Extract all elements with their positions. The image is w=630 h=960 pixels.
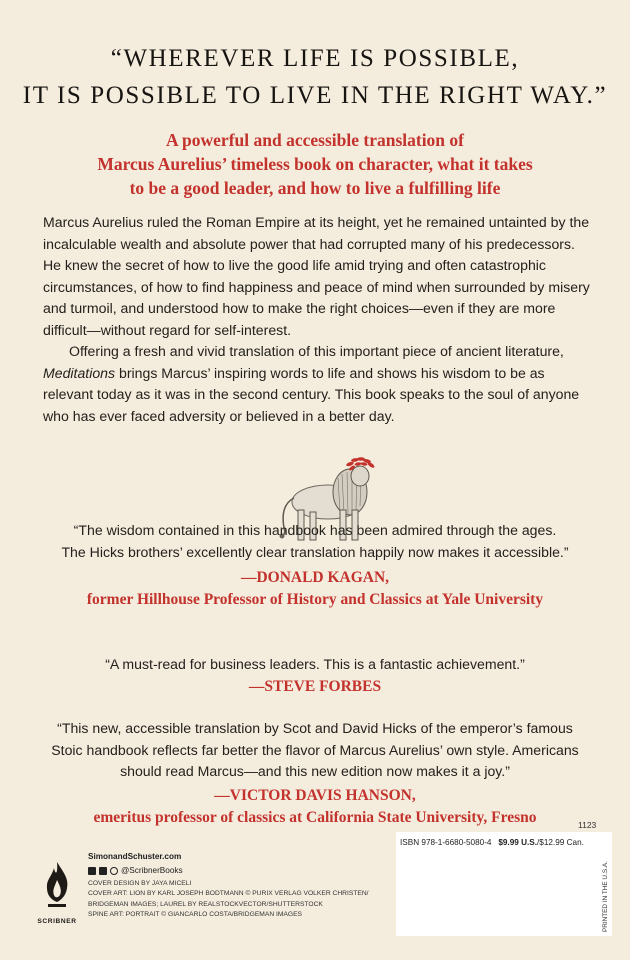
instagram-icon[interactable]	[110, 867, 118, 875]
price-can: /$12.99 Can.	[537, 838, 584, 847]
quote-line: The Hicks brothers’ excellently clear translation happily now makes it accessible.”	[61, 543, 569, 560]
tagline-line-3: to be a good leader, and how to live a fulfilling life	[129, 178, 501, 198]
paragraph-2-rest: brings Marcus’ inspiring words to life and shows his wisdom to be as relevant today as it was in the second century. This book speaks to the soul of anyone who has ever faced adversity or believed in a better day.	[43, 364, 580, 424]
quote-attribution: —VICTOR DAVIS HANSON,	[214, 786, 416, 804]
isbn-price-line	[400, 838, 612, 847]
paragraph-2-lead: Offering a fresh and vivid translation of this important piece of ancient literature,	[69, 343, 564, 359]
tagline-line-2: Marcus Aurelius’ timeless book on character, what it takes	[97, 154, 533, 174]
credit-line: BRIDGEMAN IMAGES; LAUREL BY REALSTOCKVECTOR/SHUTTERSTOCK	[88, 900, 323, 908]
twitter-icon[interactable]	[99, 867, 107, 875]
publisher-label: SCRIBNER	[37, 918, 77, 925]
headline-line-1: “WHEREVER LIFE IS POSSIBLE,	[110, 45, 520, 72]
quote-attribution-role: emeritus professor of classics at California State University, Fresno	[93, 808, 537, 826]
printed-text: PRINTED IN THE U.S.A.	[602, 861, 609, 932]
quote-line: Stoic handbook reflects far better the flavor of Marcus Aurelius’ own style. Americans	[51, 741, 579, 758]
credit-line: SPINE ART: PORTRAIT © GIANCARLO COSTA/BRIDGEMAN IMAGES	[88, 910, 303, 918]
scribner-flame-logo-icon	[40, 858, 74, 914]
quote-attribution: —DONALD KAGAN,	[240, 569, 390, 586]
quote-line: “The wisdom contained in this handbook has been admired through the ages.	[73, 522, 557, 538]
headline-quote	[0, 40, 630, 114]
description	[43, 212, 595, 427]
isbn: ISBN 978-1-6680-5080-4	[400, 838, 492, 847]
social-links	[88, 866, 183, 875]
quote-line: “This new, accessible translation by Scot and David Hicks of the emperor’s famous	[57, 720, 573, 736]
review-quote-hanson	[20, 718, 610, 829]
publisher-website[interactable]: SimonandSchuster.com	[88, 852, 182, 861]
description-paragraph-1: Marcus Aurelius ruled the Roman Empire at its height, yet he remained untainted by the incalculable wealth and absolute power that had corrupted many of his predecessors. He knew the secret of how to live the good life amid trying and often catastrophic circumstances, of how to find happiness and peace of mind when surrounded by misery and turmoil, and understood how to make the right choices—even if they are more difficult—without regard for self-interest.	[43, 214, 590, 338]
quote-line: should read Marcus—and this new edition now makes it a joy.”	[120, 763, 510, 779]
product-code: 1123	[578, 820, 597, 830]
barcode-area	[396, 832, 612, 936]
facebook-icon[interactable]	[88, 867, 96, 875]
review-quote-kagan	[20, 520, 610, 611]
quote-attribution: —STEVE FORBES	[248, 677, 382, 695]
credit-line: COVER ART: LION BY KARL JOSEPH BODTMANN © PURIX VERLAG VOLKER CHRISTEN/	[88, 890, 369, 898]
tagline-line-1: A powerful and accessible translation of	[166, 130, 464, 150]
tagline	[20, 128, 610, 200]
printed-in-usa-label	[598, 836, 610, 932]
quote-line: “A must-read for business leaders. This is a fantastic achievement.”	[105, 656, 525, 672]
cover-credits	[88, 879, 378, 920]
description-paragraph-2	[43, 341, 595, 427]
review-quote-forbes	[20, 654, 610, 698]
credit-line: COVER DESIGN BY JAYA MICELI	[88, 880, 192, 887]
headline-line-2: IT IS POSSIBLE TO LIVE IN THE RIGHT WAY.”	[22, 82, 608, 109]
social-handle[interactable]: @ScribnerBooks	[121, 866, 183, 875]
book-title: Meditations	[43, 364, 116, 381]
quote-attribution-role: former Hillhouse Professor of History and Classics at Yale University	[86, 591, 544, 608]
price-us: $9.99 U.S.	[498, 838, 538, 847]
